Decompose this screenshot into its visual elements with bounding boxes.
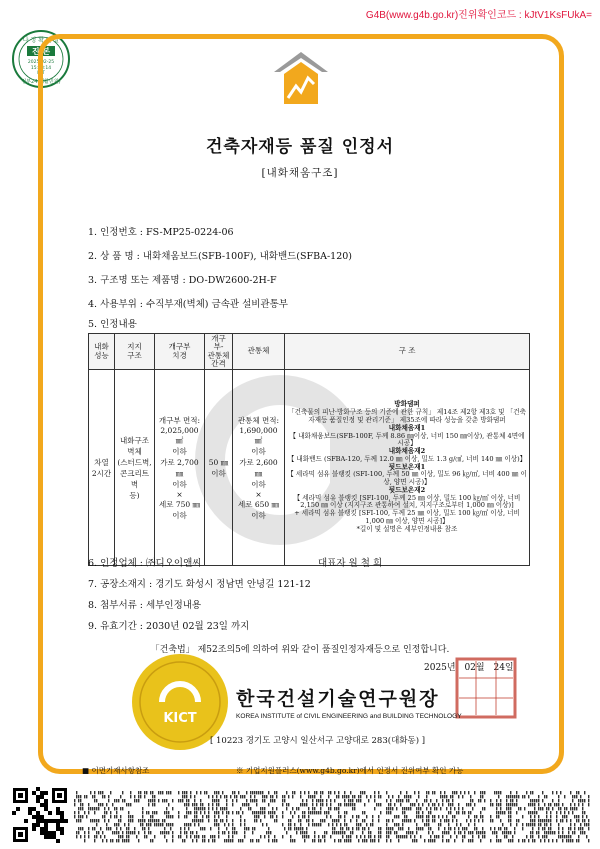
structure-line: 내화채움재1 xyxy=(388,423,426,432)
validity-period: 9. 유효기간 : 2030년 02월 23일 까지 xyxy=(88,621,250,632)
page-subtitle: [내화채움구조] xyxy=(261,167,339,179)
structure-line: 「건축물의 피난·방화구조 등의 기준에 관한 규칙」 제14조 제2항 제3호 및 「건축자재등 품질인정 및 관리기준」 제35조에 따라 성능을 갖춘 방화댐퍼 xyxy=(288,408,526,425)
structure-line: 뒷드보온재2 xyxy=(388,485,426,494)
cell-performance: 차열 2시간 xyxy=(89,370,115,566)
structure-line: *길이 및 설명은 세부인정내용 참조 xyxy=(356,524,458,533)
cert-number: 1. 인정번호 : FS-MP25-0224-06 xyxy=(88,227,234,238)
attachments: 8. 첨부서류 : 세부인정내용 xyxy=(88,600,202,611)
product-name: 2. 상 품 명 : 내화채움보드(SFB-100F), 내화밴드(SFBA-120) xyxy=(88,251,353,262)
header-gap: 개구부- 관통체 간격 xyxy=(205,334,233,370)
header-structure: 구 조 xyxy=(285,334,530,370)
structure-line: 【 세라믹 섬유 블랭킷 (SFI-100, 두께 50 ㎜ 이상, 밀도 96 ㎏/㎥, 너비 400 ㎜ 이상, 양면 시공)】 xyxy=(287,470,527,487)
cell-structure xyxy=(285,370,530,566)
usage-area: 4. 사용부위 : 수직부재(벽체) 금속관 설비관통부 xyxy=(88,299,288,310)
factory-address: 7. 공장소재지 : 경기도 화성시 정남면 안녕길 121-12 xyxy=(88,579,311,590)
institute-red-seal xyxy=(454,656,518,720)
pdf417-barcodes xyxy=(74,791,592,843)
seal-text: KICT xyxy=(163,711,197,726)
header-performance: 내화 성능 xyxy=(89,334,115,370)
qr-code-icon xyxy=(12,787,68,843)
structure-line: 【 내화채움보드(SFB-100F, 두께 8.86 ㎜이상, 너비 150 ㎜이상), 관통체 4면에 시공】 xyxy=(289,431,525,448)
cell-gap: 50 ㎜ 이하 xyxy=(205,370,233,566)
cell-support: 내화구조 벽체 (스터드벽, 콘크리트벽 등) xyxy=(115,370,155,566)
structure-line: 【 세라믹 섬유 블랭킷 [SFI-100, 두께 25 ㎜ 이상, 밀도 100 ㎏/㎥ 이상, 너비 2,150 ㎜ 이상 (지지구조 관통하여 설치, 지지구조로부터 1,000 ㎜ 이상)] xyxy=(293,493,521,510)
structure-name: 3. 구조명 또는 제품명 : DO-DW2600-2H-F xyxy=(88,275,277,286)
structure-line: 내화채움재2 xyxy=(388,447,426,456)
issue-date: 2025년 02월 24일 xyxy=(424,663,514,673)
cert-contents-label: 5. 인정내용 xyxy=(88,319,137,330)
cell-penetrant: 관통체 면적: 1,690,000 ㎟ 이하 가로 2,600 ㎜ 이하 × 세로 650 ㎜ 이하 xyxy=(233,370,285,566)
header-penetrant: 관통체 xyxy=(233,334,285,370)
representative: 대표자 원 철 희 xyxy=(318,558,383,569)
header-opening: 개구부 치경 xyxy=(155,334,205,370)
stamp-tz: KST xyxy=(37,70,45,75)
structure-line: 뒷드보온재1 xyxy=(388,462,426,471)
structure-line: 【 내화밴드 (SFBA-120, 두께 12.0 ㎜ 이상, 밀도 1.3 g/㎤, 너비 140 ㎜ 이상)】 xyxy=(287,454,527,463)
company-name: 6. 인정업체 : ㈜디오이앤씨 xyxy=(88,558,202,569)
stamp-bottom-text: 정부24(생활민원) xyxy=(21,79,61,85)
issuer-english-name: KOREA INSTITUTE of CIVIL ENGINEERING and BUILDING TECHNOLOGY xyxy=(236,713,462,720)
certification-table xyxy=(88,333,530,566)
header-support: 지지 구조 xyxy=(115,334,155,370)
stamp-main-text: 진 본 xyxy=(31,47,51,56)
house-logo-icon xyxy=(270,48,332,110)
structure-line: 방화댐퍼 xyxy=(394,400,420,409)
stamp-date: 2025-02-25 xyxy=(27,60,55,65)
declaration-text: 「건축법」 제52조의5에 의하여 위와 같이 품질인정자재등으로 인정합니다. xyxy=(150,645,450,655)
cell-opening: 개구부 면적: 2,025,000 ㎟ 이하 가로 2,700 ㎜ 이하 × 세로 750 ㎜ 이하 xyxy=(155,370,205,566)
structure-line: + 세라믹 섬유 블랭킷 [SFI-100, 두께 25 ㎜ 이상, 밀도 100 ㎏/㎥ 이상, 너비 1,000 ㎜ 이상, 양면 시공]】 xyxy=(294,509,520,525)
verification-note: ※ 기업지원플러스(www.g4b.go.kr)에서 인정서 진위여부 확인 가능 xyxy=(236,766,464,775)
issuer-address: [ 10223 경기도 고양시 일산서구 고양대로 283(대화동) ] xyxy=(210,736,426,746)
verification-code: G4B(www.g4b.go.kr)진위확인코드 : kJtV1KsFUkA= xyxy=(365,10,592,21)
page-title: 건축자재등 품질 인정서 xyxy=(205,137,395,157)
stamp-top-text: 나 정 확 인 날 xyxy=(22,37,60,44)
back-note: ■ 이면기재사항참조 xyxy=(82,766,150,775)
issuer-name: 한국건설기술연구원장 xyxy=(236,688,440,710)
stamp-time: 15:08:14 xyxy=(30,66,52,71)
